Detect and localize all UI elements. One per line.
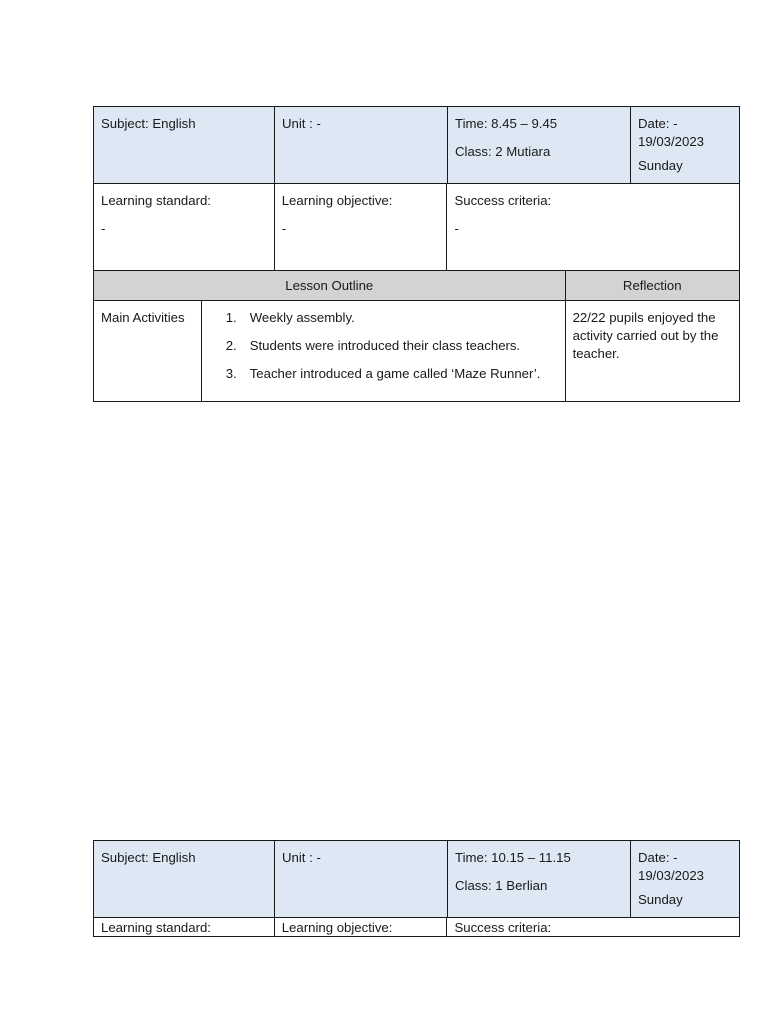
learning-standard-value: -: [101, 221, 106, 236]
plan-header-row: [93, 106, 740, 184]
reflection-title: Reflection: [622, 277, 682, 293]
unit-text: Unit : -: [282, 850, 321, 865]
reflection-cell: [565, 300, 740, 402]
activities-list-cell: [201, 300, 566, 402]
activities-list: [226, 309, 555, 383]
learning-objective-label: Learning objective:: [281, 193, 393, 208]
list-item-text: Students were introduced their class teachers.: [249, 338, 521, 353]
date-value: 19/03/2023: [638, 134, 705, 149]
subject-text: Subject: English: [101, 116, 196, 131]
list-item: [226, 309, 555, 327]
lesson-plan-table: [93, 106, 740, 402]
learning-standard-cell: [93, 183, 275, 271]
learning-objective-value: -: [281, 221, 287, 236]
plan-header-row: [93, 840, 740, 918]
date-label: Date: -: [638, 116, 678, 131]
learning-objective-cell: [274, 917, 448, 937]
list-item-number: 1.: [225, 310, 237, 325]
learning-objective-cell: [274, 183, 448, 271]
success-criteria-cell: [446, 917, 740, 937]
success-criteria-cell: [446, 183, 740, 271]
subject-cell: [93, 106, 275, 184]
class-text: Class: 1 Berlian: [455, 878, 548, 893]
lesson-outline-title: Lesson Outline: [285, 277, 374, 293]
day-text: Sunday: [638, 158, 683, 173]
main-activities-label: Main Activities: [101, 310, 185, 325]
success-criteria-value: -: [454, 221, 459, 236]
unit-cell: [274, 106, 448, 184]
learning-standard-label: Learning standard:: [101, 193, 211, 208]
plan-objectives-row: [93, 184, 740, 271]
list-item-number: 2.: [225, 338, 237, 353]
time-class-cell: [447, 106, 631, 184]
date-cell: [630, 106, 740, 184]
list-item-text: Weekly assembly.: [249, 310, 355, 325]
plan-objectives-row: [93, 918, 740, 937]
learning-standard-cell: [93, 917, 275, 937]
list-item: [226, 365, 555, 383]
success-criteria-label: Success criteria:: [454, 920, 552, 935]
success-criteria-label: Success criteria:: [454, 193, 552, 208]
learning-standard-label: Learning standard:: [101, 920, 211, 935]
reflection-header: [565, 270, 740, 301]
lesson-plan-table: [93, 840, 740, 937]
learning-objective-label: Learning objective:: [281, 920, 393, 935]
unit-cell: [274, 840, 448, 918]
date-cell: [630, 840, 740, 918]
reflection-text: 22/22 pupils enjoyed the activity carried out by the teacher.: [572, 310, 719, 361]
subject-text: Subject: English: [101, 850, 196, 865]
date-value: 19/03/2023: [638, 868, 705, 883]
time-text: Time: 10.15 – 11.15: [455, 850, 571, 865]
date-label: Date: -: [638, 850, 678, 865]
lesson-outline-header: [93, 270, 566, 301]
class-text: Class: 2 Mutiara: [455, 144, 551, 159]
list-item-number: 3.: [225, 366, 237, 381]
outline-header-row: [93, 271, 740, 301]
list-item-text: Teacher introduced a game called ‘Maze Runner’.: [249, 366, 541, 381]
activities-row: [93, 301, 740, 402]
main-activities-cell: [93, 300, 202, 402]
list-item: [226, 337, 555, 355]
unit-text: Unit : -: [282, 116, 321, 131]
time-text: Time: 8.45 – 9.45: [455, 116, 558, 131]
subject-cell: [93, 840, 275, 918]
time-class-cell: [447, 840, 631, 918]
day-text: Sunday: [638, 892, 683, 907]
